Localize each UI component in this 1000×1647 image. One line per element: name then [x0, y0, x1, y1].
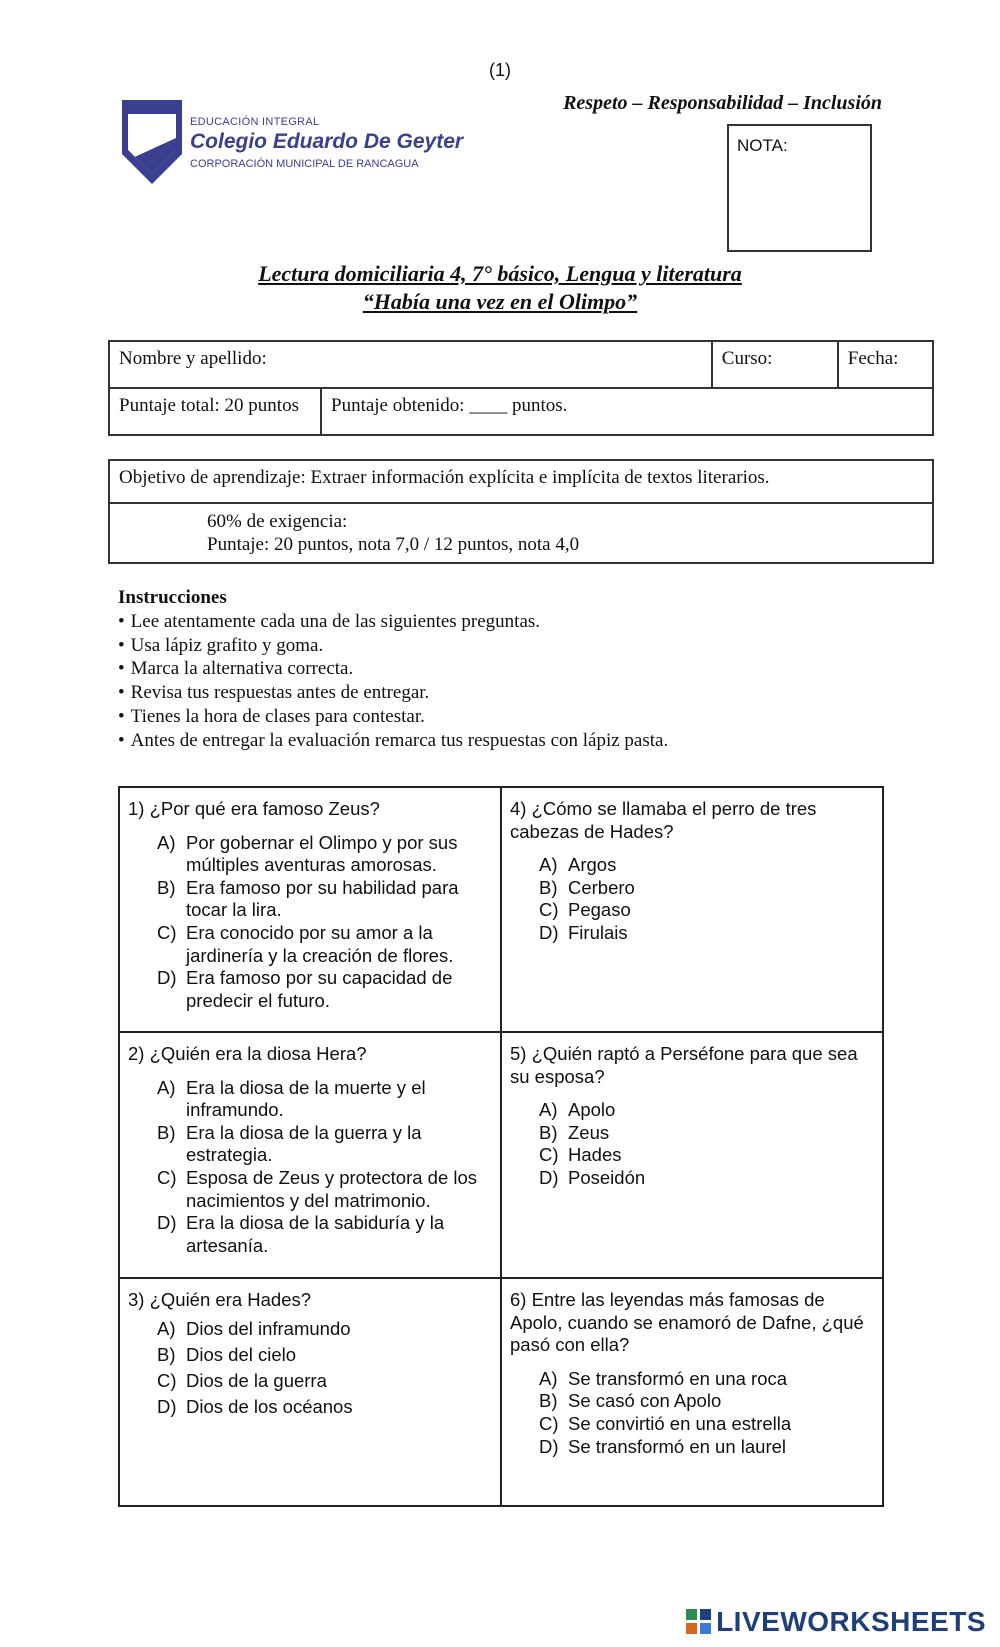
- objective-table: [108, 459, 934, 564]
- answer-option[interactable]: C) Pegaso: [539, 899, 631, 921]
- answer-option[interactable]: B) Zeus: [539, 1121, 610, 1143]
- liveworksheets-watermark: [686, 1606, 986, 1638]
- total-score: Puntaje total: 20 puntos: [109, 388, 321, 435]
- grade-label: NOTA:: [737, 136, 788, 155]
- instruction-item: • Usa lápiz grafito y goma.: [118, 634, 668, 658]
- question-6: [501, 1278, 883, 1506]
- answer-option[interactable]: B) Era famoso por su habilidad para tocar la lira.: [157, 876, 459, 921]
- learning-objective: Objetivo de aprendizaje: Extraer información explícita e implícita de textos literarios.: [109, 460, 933, 503]
- questions-grid: [118, 786, 884, 1507]
- logo-top-line: EDUCACIÓN INTEGRAL: [190, 116, 320, 128]
- answer-option[interactable]: D) Firulais: [539, 921, 628, 943]
- document-title: [0, 260, 1000, 316]
- date-field[interactable]: Fecha:: [838, 341, 933, 388]
- name-field[interactable]: Nombre y apellido:: [109, 341, 712, 388]
- answer-option[interactable]: C) Hades: [539, 1144, 622, 1166]
- watermark-text: LIVEWORKSHEETS: [716, 1606, 986, 1637]
- instruction-item: • Marca la alternativa correcta.: [118, 657, 668, 681]
- answer-option[interactable]: B) Cerbero: [539, 876, 635, 898]
- course-field[interactable]: Curso:: [712, 341, 838, 388]
- answer-option[interactable]: A) Por gobernar el Olimpo y por sus múltiples aventuras amorosas.: [157, 831, 458, 876]
- liveworksheets-logo-icon: [686, 1609, 712, 1635]
- logo-bottom-line: CORPORACIÓN MUNICIPAL DE RANCAGUA: [190, 158, 419, 170]
- question-text: 1) ¿Por qué era famoso Zeus?: [128, 798, 380, 819]
- instruction-item: • Antes de entregar la evaluación remarca tus respuestas con lápiz pasta.: [118, 729, 668, 753]
- question-1: [119, 787, 501, 1032]
- answer-option[interactable]: A) Dios del inframundo: [157, 1317, 351, 1339]
- grade-box: [727, 124, 872, 252]
- answer-option[interactable]: C) Dios de la guerra: [157, 1369, 327, 1391]
- question-text: 4) ¿Cómo se llamaba el perro de tres cabezas de Hades?: [510, 798, 817, 842]
- question-text: 2) ¿Quién era la diosa Hera?: [128, 1043, 367, 1064]
- student-info-table: [108, 340, 934, 436]
- answer-option[interactable]: A) Apolo: [539, 1099, 616, 1121]
- instruction-item: • Revisa tus respuestas antes de entregar.: [118, 681, 668, 705]
- instruction-item: • Tienes la hora de clases para contestar.: [118, 705, 668, 729]
- scale-text: Puntaje: 20 puntos, nota 7,0 / 12 puntos, nota 4,0: [207, 534, 580, 555]
- answer-option[interactable]: D) Se transformó en un laurel: [539, 1435, 787, 1457]
- question-3: [119, 1278, 501, 1506]
- title-line-2: “Había una vez en el Olimpo”: [362, 289, 638, 314]
- question-text: 6) Entre las leyendas más famosas de Apolo, cuando se enamoró de Dafne, ¿qué pasó con ella?: [510, 1289, 864, 1356]
- page-number: (1): [489, 60, 511, 80]
- question-text: 3) ¿Quién era Hades?: [128, 1289, 312, 1310]
- grading-scale: [109, 503, 933, 563]
- question-5: [501, 1032, 883, 1278]
- logo-school-name: Colegio Eduardo De Geyter: [190, 130, 464, 153]
- answer-option[interactable]: D) Poseidón: [539, 1166, 646, 1188]
- question-text: 5) ¿Quién raptó a Perséfone para que sea su esposa?: [510, 1043, 858, 1087]
- title-line-1: Lectura domiciliaria 4, 7° básico, Lengua y literatura: [258, 261, 742, 286]
- question-4: [501, 787, 883, 1032]
- answer-option[interactable]: A) Se transformó en una roca: [539, 1367, 788, 1389]
- answer-option[interactable]: B) Era la diosa de la guerra y la estrategia.: [157, 1121, 422, 1166]
- school-logo: [190, 116, 463, 170]
- question-2: [119, 1032, 501, 1278]
- instructions-heading: Instrucciones: [118, 587, 227, 608]
- answer-option[interactable]: C) Se convirtió en una estrella: [539, 1412, 792, 1434]
- answer-option[interactable]: B) Dios del cielo: [157, 1343, 297, 1365]
- instructions: [118, 586, 668, 753]
- answer-option[interactable]: D) Dios de los océanos: [157, 1395, 353, 1417]
- answer-option[interactable]: A) Era la diosa de la muerte y el inframundo.: [157, 1076, 426, 1121]
- answer-option[interactable]: D) Era la diosa de la sabiduría y la artesanía.: [157, 1212, 445, 1256]
- requirement-text: 60% de exigencia:: [207, 511, 348, 532]
- obtained-score-field[interactable]: Puntaje obtenido: ____ puntos.: [321, 388, 933, 435]
- answer-option[interactable]: C) Era conocido por su amor a la jardinería y la creación de flores.: [157, 921, 454, 966]
- school-logo-emblem: [120, 98, 184, 191]
- school-motto: Respeto – Responsabilidad – Inclusión: [563, 92, 882, 114]
- answer-option[interactable]: A) Argos: [539, 854, 617, 876]
- answer-option[interactable]: C) Esposa de Zeus y protectora de los nacimientos y del matrimonio.: [157, 1166, 478, 1211]
- instruction-item: • Lee atentamente cada una de las siguientes preguntas.: [118, 610, 668, 634]
- answer-option[interactable]: B) Se casó con Apolo: [539, 1390, 722, 1412]
- answer-option[interactable]: D) Era famoso por su capacidad de predecir el futuro.: [157, 967, 453, 1011]
